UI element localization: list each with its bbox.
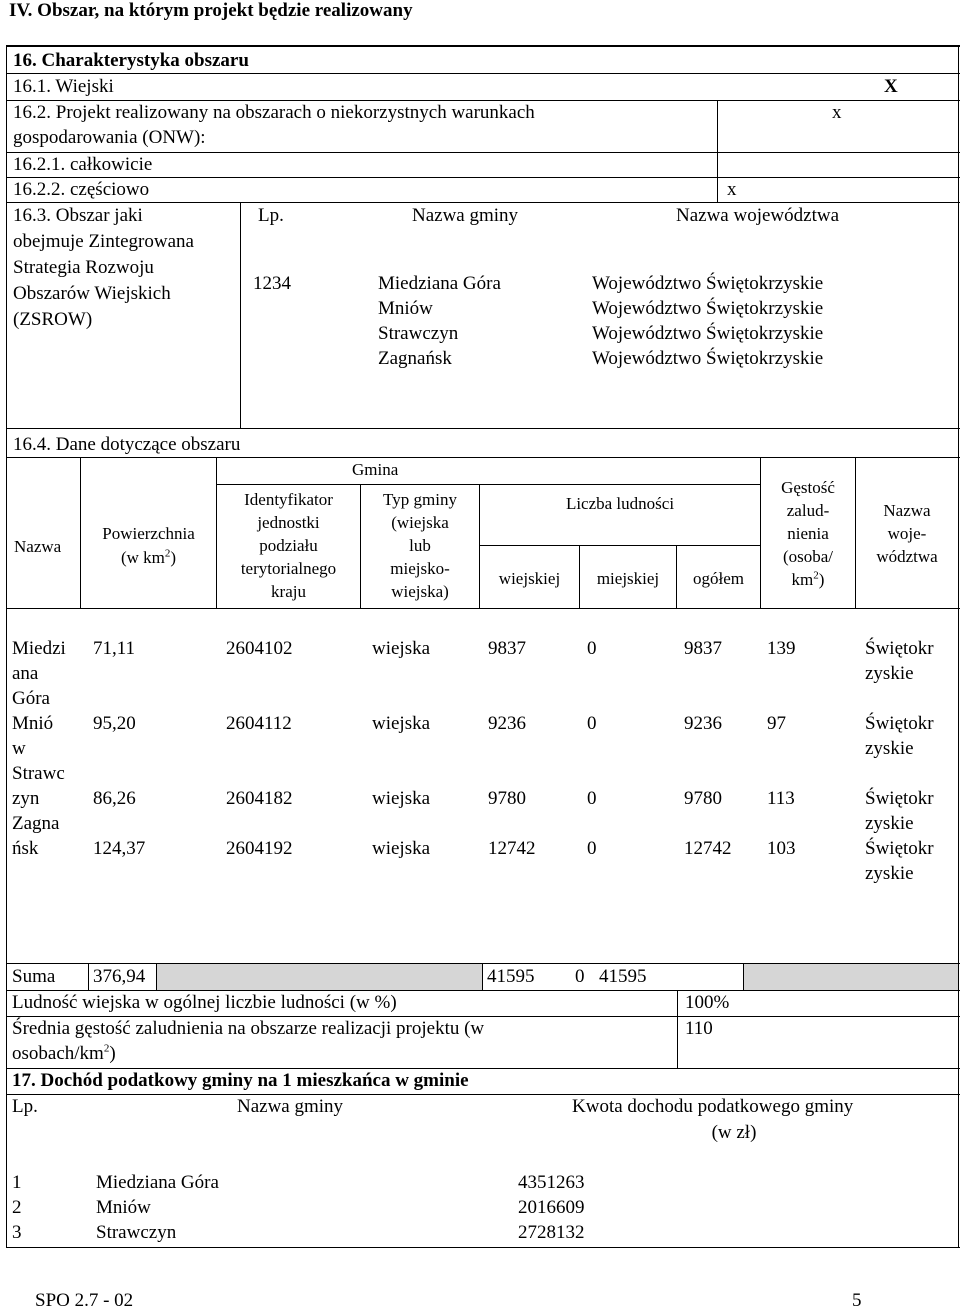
header-typ-4: miejsko-	[390, 559, 450, 578]
header-liczba-ludnosci: Liczba ludności	[565, 494, 675, 513]
s17-header-gmina: Nazwa gminy	[237, 1096, 344, 1117]
zsrow-gmina-4: Zagnańsk	[378, 348, 452, 369]
zsrow-woj-2: Województwo Świętokrzyskie	[592, 298, 824, 319]
header-woj-1: Nazwa	[883, 501, 931, 520]
header-powierzchnia-unit: (w $km^2$)	[120, 547, 177, 567]
footer-page-number: 5	[852, 1290, 862, 1311]
zsrow-label-line2: obejmuje Zintegrowana	[13, 231, 194, 252]
srednia-value: 110	[685, 1018, 713, 1039]
zsrow-lp-value: 1234	[253, 273, 291, 294]
zsrow-header-lp: Lp.	[258, 205, 284, 226]
section-16-4-title: 16.4. Dane dotyczące obszaru	[13, 434, 241, 455]
rural-label: 16.1. Wiejski	[13, 76, 114, 97]
onw-partial-mark: x	[727, 179, 737, 200]
zsrow-label-line5: (ZSROW)	[13, 309, 93, 330]
suma-og: 41595	[599, 966, 647, 987]
zsrow-woj-1: Województwo Świętokrzyskie	[592, 273, 824, 294]
zsrow-label-line3: Strategia Rozwoju	[13, 257, 154, 278]
header-gestosc-3: nienia	[787, 524, 829, 543]
names-col-8: Zagna	[12, 813, 60, 834]
names-col-6: Strawc	[12, 763, 65, 784]
srednia-label-line1: Średnia gęstość zaludnienia na obszarze realizacji projektu (w	[12, 1018, 485, 1039]
zsrow-header-gmina: Nazwa gminy	[412, 205, 519, 226]
names-col-3: Góra	[12, 688, 50, 709]
zsrow-gmina-2: Mniów	[378, 298, 433, 319]
header-ident-1: Identyfikator	[244, 490, 333, 509]
header-ident-5: kraju	[271, 582, 306, 601]
rural-mark: X	[884, 76, 898, 97]
header-typ-5: wiejska)	[391, 582, 449, 601]
header-gestosc-4: (osoba/	[782, 547, 834, 566]
ludnosc-value: 100%	[685, 992, 730, 1013]
header-miejskiej: miejskiej	[596, 569, 660, 588]
s17-header-kwota-unit: (w zł)	[711, 1122, 757, 1143]
header-nazwa: Nazwa	[14, 537, 62, 556]
header-gmina-group: Gmina	[352, 460, 399, 479]
header-woj-2: woje-	[887, 524, 927, 543]
header-gestosc-1: Gęstość	[781, 478, 835, 497]
s17-header-lp: Lp.	[12, 1096, 38, 1117]
s17-header-kwota: Kwota dochodu podatkowego gminy	[572, 1096, 854, 1117]
header-woj-3: wództwa	[876, 547, 938, 566]
onw-label-line1: 16.2. Projekt realizowany na obszarach o niekorzystnych warunkach	[13, 102, 535, 123]
header-typ-2: (wiejska	[391, 513, 449, 532]
srednia-label-line2: osobach/$km^2$)	[12, 1042, 116, 1064]
names-col-5: w	[12, 738, 26, 759]
names-col-9: ńsk	[12, 838, 39, 859]
zsrow-woj-4: Województwo Świętokrzyskie	[592, 348, 824, 369]
zsrow-header-woj: Nazwa województwa	[676, 205, 840, 226]
onw-partial-label: 16.2.2. częściowo	[13, 179, 150, 200]
onw-label-line2: gospodarowania (ONW):	[13, 127, 206, 148]
zsrow-gmina-1: Miedziana Góra	[378, 273, 501, 294]
names-col-1: Miedzi	[12, 638, 66, 659]
section-17-title: 17. Dochód podatkowy gminy na 1 mieszkańca w gminie	[12, 1070, 469, 1091]
zsrow-label-line1: 16.3. Obszar jaki	[13, 205, 143, 226]
zsrow-woj-3: Województwo Świętokrzyskie	[592, 323, 824, 344]
names-col-2: ana	[12, 663, 39, 684]
header-powierzchnia: Powierzchnia	[102, 524, 195, 543]
suma-wiej: 41595	[487, 966, 535, 987]
header-ogolem: ogółem	[693, 569, 744, 588]
suma-label: Suma	[12, 966, 56, 987]
header-gestosc-5: $km^2$)	[791, 569, 825, 589]
header-ident-2: jednostki	[257, 513, 320, 532]
suma-miej: 0	[575, 966, 585, 987]
suma-pow: 376,94	[93, 966, 146, 987]
header-gestosc-2: zalud-	[786, 501, 830, 520]
section-16-title: 16. Charakterystyka obszaru	[13, 50, 249, 71]
zsrow-label-line4: Obszarów Wiejskich	[13, 283, 171, 304]
header-ident-4: terytorialnego	[240, 559, 337, 578]
names-col-4: Mnió	[12, 713, 54, 734]
footer-code: SPO 2.7 - 02	[35, 1290, 134, 1311]
names-col-7: zyn	[12, 788, 40, 809]
zsrow-gmina-3: Strawczyn	[378, 323, 459, 344]
header-typ-1: Typ gminy	[383, 490, 457, 509]
onw-full-label: 16.2.1. całkowicie	[13, 154, 153, 175]
ludnosc-label: Ludność wiejska w ogólnej liczbie ludności (w %)	[12, 992, 397, 1013]
section-heading: IV. Obszar, na którym projekt będzie realizowany	[9, 0, 413, 21]
onw-mark: x	[832, 102, 842, 123]
header-typ-3: lub	[409, 536, 431, 555]
header-ident-3: podziału	[259, 536, 318, 555]
header-wiejskiej: wiejskiej	[498, 569, 561, 588]
